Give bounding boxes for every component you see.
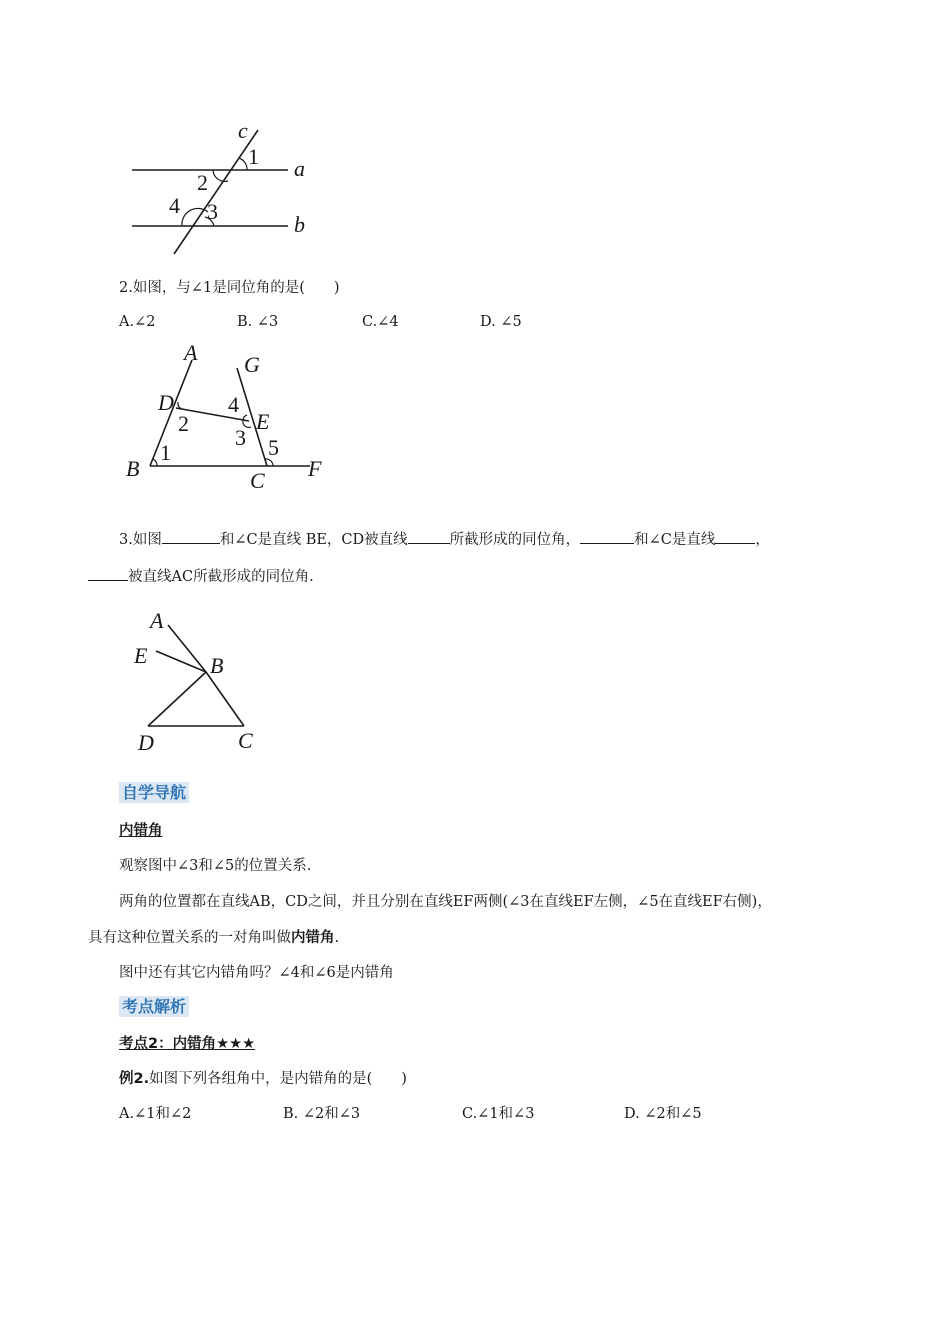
example-2: [119, 1069, 407, 1089]
label-B: B: [210, 653, 224, 678]
figure-parallel-lines: [128, 118, 328, 260]
question-3-line2: [88, 566, 314, 587]
q3-part5: ，: [755, 532, 770, 548]
label-a: a: [294, 156, 305, 181]
ex2-option-b: B. ∠2和∠3: [283, 1106, 361, 1122]
label-G: G: [244, 352, 260, 377]
label-B: B: [126, 456, 140, 481]
subheading-alternate-angles: 内错角: [119, 823, 163, 839]
label-1: 1: [248, 144, 259, 169]
label-4: 4: [228, 392, 239, 417]
paragraph-other-angles: 图中还有其它内错角吗？∠4和∠6是内错角: [119, 965, 394, 981]
label-b: b: [294, 212, 305, 237]
label-c: c: [238, 118, 248, 143]
term-alternate-angles: 内错角: [291, 930, 335, 946]
angle-arc-4: [243, 415, 247, 420]
label-5: 5: [268, 435, 279, 460]
segment-BC: [206, 672, 244, 726]
angle-arc-1: [239, 158, 247, 170]
label-C: C: [250, 468, 265, 493]
example-text: 如图下列各组角中，是内错角的是( ): [149, 1071, 407, 1087]
label-2: 2: [197, 170, 208, 195]
example-label: 例2.: [119, 1071, 150, 1087]
label-E: E: [134, 643, 148, 668]
q2-option-b: B. ∠3: [237, 314, 279, 330]
angle-arc-2: [213, 170, 228, 181]
figure-triangle: [130, 606, 280, 756]
label-A: A: [150, 608, 164, 633]
angle-arc-1: [153, 459, 157, 466]
label-3: 3: [235, 425, 246, 450]
label-4: 4: [169, 193, 180, 218]
q3-blank-2[interactable]: [408, 529, 450, 544]
label-1: 1: [160, 440, 171, 465]
label-3: 3: [207, 199, 218, 224]
q3-part4: 和∠C是直线: [634, 532, 716, 548]
label-D: D: [138, 730, 154, 755]
q3-part1: 3.如图: [119, 532, 162, 548]
q3-part6: 被直线AC所截形成的同位角.: [128, 569, 314, 585]
label-E: E: [256, 409, 270, 434]
ex2-option-a: A.∠1和∠2: [119, 1106, 192, 1122]
segment-AB: [168, 625, 206, 672]
label-2: 2: [178, 411, 189, 436]
paragraph-position: 两角的位置都在直线AB，CD之间，并且分别在直线EF两侧(∠3在直线EF左侧，∠5在直线EF右侧)，: [119, 894, 772, 910]
q2-option-c: C.∠4: [362, 314, 399, 330]
label-A: A: [184, 340, 198, 365]
question-2-stem: 2.如图，与∠1是同位角的是( ): [119, 280, 340, 296]
figure-quadrilateral: [122, 338, 342, 498]
label-F: F: [308, 456, 322, 481]
q3-part3: 所截形成的同位角，: [449, 532, 581, 548]
question-3-line1: [119, 529, 770, 550]
paragraph-definition: 具有这种位置关系的一对角叫做内错角.: [88, 930, 340, 946]
q3-blank-1[interactable]: [162, 529, 220, 544]
q3-blank-5[interactable]: [88, 566, 128, 581]
section-heading-self-study: 自学导航: [119, 783, 189, 804]
label-D: D: [158, 390, 174, 415]
label-C: C: [238, 728, 253, 753]
q2-option-a: A.∠2: [119, 314, 156, 330]
paragraph-observe: 观察图中∠3和∠5的位置关系.: [119, 858, 312, 874]
line-c: [174, 130, 258, 254]
exam-point-title: 考点2：内错角★★★: [119, 1036, 256, 1052]
segment-DB: [148, 672, 206, 726]
section-heading-analysis: 考点解析: [119, 997, 189, 1018]
q3-blank-4[interactable]: [715, 529, 755, 544]
ex2-option-d: D. ∠2和∠5: [624, 1106, 702, 1122]
ex2-option-c: C.∠1和∠3: [462, 1106, 535, 1122]
q3-part2: 和∠C是直线 BE，CD被直线: [219, 532, 408, 548]
q3-blank-3[interactable]: [580, 529, 634, 544]
q2-option-d: D. ∠5: [480, 314, 522, 330]
